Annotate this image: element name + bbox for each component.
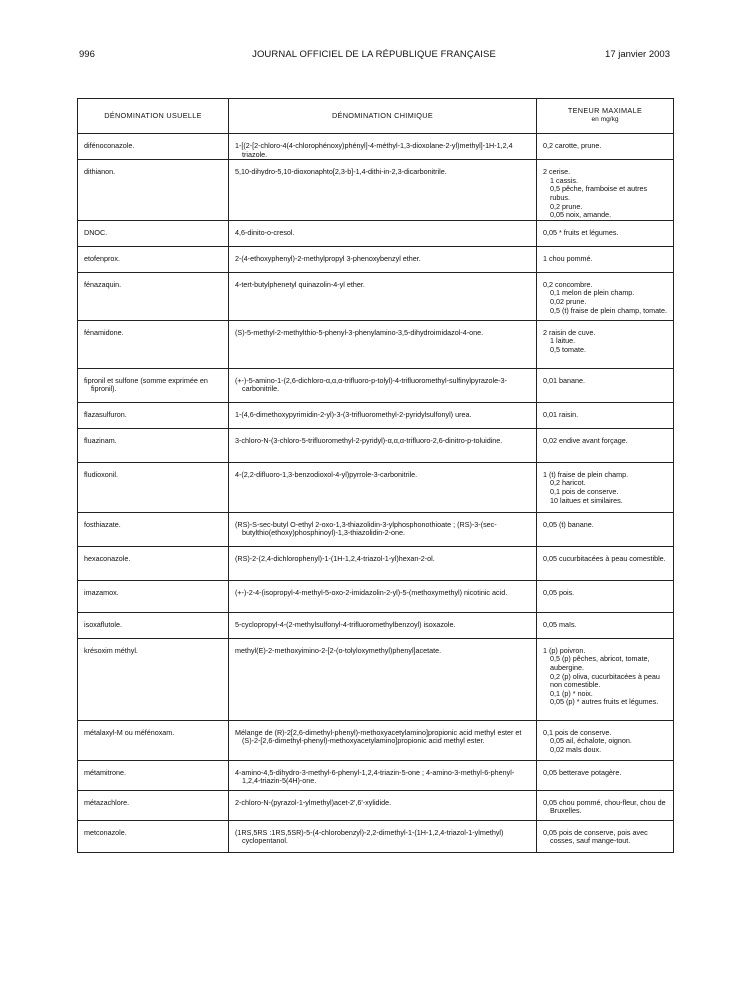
- max-content-cell-text: 0,05 cucurbitacées à peau comestible.: [543, 553, 666, 563]
- max-content-cell-text: 1 (p) poivron. 0,5 (p) pêches, abricot, tomate, aubergine. 0,2 (p) oliva, cucurbitacées à peau non comestible. 0,1 (p) * noix. 0,05 (p) * autres fruits et légumes.: [543, 645, 660, 707]
- table-row: [78, 320, 674, 368]
- usual-name-cell: [78, 272, 229, 320]
- usual-name-cell: [78, 220, 229, 246]
- chemical-name-cell-text: (RS)-S-sec-butyl O-ethyl 2-oxo-1,3-thiazolidin-3-ylphosphonothioate ; (RS)-3-(sec-butylthio(ethoxy)phosphinoyl)-1,3-thiazolidin-2-one.: [235, 519, 497, 538]
- chemical-name-cell-text: (RS)-2-(2,4-dichlorophenyl)-1-(1H-1,2,4-triazol-1-yl)hexan-2-ol.: [235, 553, 435, 563]
- chemical-name-cell: [229, 160, 537, 221]
- chemical-name-cell-text: (+-)-2-4-(isopropyl-4-methyl-5-oxo-2-imidazolin-2-yl)-5-(methoxymethyl) nicotinic acid.: [235, 587, 508, 597]
- column-header-usual: DÉNOMINATION USUELLE: [78, 99, 229, 134]
- usual-name-cell: [78, 320, 229, 368]
- usual-name-cell-text: métazachlore.: [84, 797, 130, 807]
- max-content-cell: [537, 580, 674, 612]
- max-content-cell-text: 1 chou pommé.: [543, 253, 593, 263]
- max-content-cell: [537, 820, 674, 852]
- chemical-name-cell: [229, 134, 537, 160]
- chemical-name-cell-text: methyl(E)-2-methoxyimino-2-[2-(o-tolyloxymethyl)phenyl]acetate.: [235, 645, 442, 655]
- max-content-cell: [537, 512, 674, 546]
- chemical-name-cell-text: 4-tert-butylphenetyl quinazolin-4-yl ether.: [235, 279, 365, 289]
- max-content-cell-text: 0,05 chou pommé, chou-fleur, chou de Bruxelles.: [543, 797, 666, 816]
- usual-name-cell-text: fluazinam.: [84, 435, 117, 445]
- usual-name-cell-text: etofenprox.: [84, 253, 120, 263]
- usual-name-cell: [78, 134, 229, 160]
- usual-name-cell-text: DNOC.: [84, 227, 108, 237]
- table-row: [78, 462, 674, 512]
- table-row: [78, 246, 674, 272]
- usual-name-cell-text: fosthiazate.: [84, 519, 121, 529]
- usual-name-cell-text: dithianon.: [84, 167, 116, 177]
- max-content-cell: [537, 160, 674, 221]
- max-content-cell-text: 0,05 pois de conserve, pois avec cosses, sauf mange-tout.: [543, 827, 648, 846]
- chemical-name-cell-text: 1-[(2-[2-chloro-4(4-chlorophénoxy)phényl]-4-méthyl-1,3-dioxolane-2-yl)methyl]-1H-1,2,4 triazole.: [235, 141, 513, 159]
- table-row: [78, 134, 674, 160]
- usual-name-cell: [78, 790, 229, 820]
- usual-name-cell-text: métalaxyl-M ou méfénoxam.: [84, 727, 175, 737]
- table-row: [78, 612, 674, 638]
- column-header-max-unit: en mg/kg: [591, 116, 619, 123]
- chemical-name-cell: [229, 462, 537, 512]
- table-row: [78, 638, 674, 720]
- max-content-cell: [537, 220, 674, 246]
- usual-name-cell-text: isoxaflutole.: [84, 619, 122, 629]
- max-content-cell-text: 0,2 concombre. 0,1 melon de plein champ. 0,02 prune. 0,5 (t) fraise de plein champ, tomate.: [543, 279, 668, 315]
- publication-date: 17 janvier 2003: [605, 49, 670, 60]
- usual-name-cell-text: fipronil et sulfone (somme exprimée en fipronil).: [84, 375, 208, 394]
- chemical-name-cell: [229, 246, 537, 272]
- max-content-cell: [537, 246, 674, 272]
- chemical-name-cell: [229, 546, 537, 580]
- usual-name-cell: [78, 368, 229, 402]
- chemical-name-cell-text: Mélange de (R)-2[2,6-dimethyl-phenyl)-methoxyacetylamino]propionic acid methyl ester et (S)-2-[2,6-dimethyl-phenyl)-methoxyacetylamino]propionic acid methyl ester.: [235, 727, 522, 746]
- usual-name-cell: [78, 428, 229, 462]
- table-row: [78, 820, 674, 852]
- column-header-chemical: DÉNOMINATION CHIMIQUE: [229, 99, 537, 134]
- chemical-name-cell: [229, 272, 537, 320]
- usual-name-cell: [78, 760, 229, 790]
- chemical-name-cell: [229, 612, 537, 638]
- usual-name-cell: [78, 546, 229, 580]
- chemical-name-cell-text: (1RS,5RS :1RS,5SR)-5-(4-chlorobenzyl)-2,2-dimethyl-1-(1H-1,2,4-triazol-1-ylmethyl) cyclopentanol.: [235, 827, 504, 846]
- table-row: [78, 272, 674, 320]
- usual-name-cell-text: fénamidone.: [84, 327, 124, 337]
- usual-name-cell: [78, 720, 229, 760]
- table-row: [78, 546, 674, 580]
- table-header-row: [78, 99, 674, 134]
- usual-name-cell-text: fludioxonil.: [84, 469, 118, 479]
- max-content-cell: [537, 760, 674, 790]
- column-header-max-label: TENEUR MAXIMALE: [567, 106, 643, 116]
- chemical-name-cell: [229, 720, 537, 760]
- max-content-cell-text: 2 raisin de cuve. 1 laitue. 0,5 tomate.: [543, 327, 596, 354]
- max-content-cell-text: 0,05 * fruits et légumes.: [543, 227, 619, 237]
- usual-name-cell-text: hexaconazole.: [84, 553, 131, 563]
- table-row: [78, 720, 674, 760]
- usual-name-cell-text: difénoconazole.: [84, 141, 135, 150]
- max-content-cell: [537, 428, 674, 462]
- max-content-cell-text: 0,05 betterave potagère.: [543, 767, 622, 777]
- chemical-name-cell: [229, 220, 537, 246]
- chemical-name-cell-text: 4-amino-4,5-dihydro-3-methyl-6-phenyl-1,2,4-triazin-5-one ; 4-amino-3-methyl-6-phenyl-1,2,4-triazin-5(4H)-one.: [235, 767, 515, 786]
- chemical-name-cell-text: (+-)-5-amino-1-(2,6-dichloro-α,α,α-trifluoro-p-tolyl)-4-trifluoromethyl-sulfinylpyrazole-3-carbonitrile.: [235, 375, 507, 394]
- max-content-cell-text: 0,02 endive avant forçage.: [543, 435, 628, 445]
- max-content-cell-text: 0,1 pois de conserve. 0,05 ail, échalote, oignon. 0,02 maïs doux.: [543, 727, 632, 754]
- max-content-cell: [537, 546, 674, 580]
- max-content-cell-text: 0,05 maïs.: [543, 619, 577, 629]
- chemical-name-cell: [229, 580, 537, 612]
- table-row: [78, 512, 674, 546]
- chemical-name-cell-text: 2-(4-ethoxyphenyl)-2-methylpropyl 3-phenoxybenzyl ether.: [235, 253, 421, 263]
- max-content-cell-text: 0,05 (t) banane.: [543, 519, 594, 529]
- chemical-name-cell: [229, 638, 537, 720]
- chemical-name-cell-text: 5,10-dihydro-5,10-dioxonaphto[2,3-b]-1,4-dithi-in-2,3-dicarbonitrile.: [235, 167, 447, 177]
- max-content-cell: [537, 612, 674, 638]
- chemical-name-cell: [229, 512, 537, 546]
- page-number: 996: [79, 49, 95, 60]
- usual-name-cell-text: metconazole.: [84, 827, 127, 837]
- max-content-cell: [537, 462, 674, 512]
- journal-title: JOURNAL OFFICIEL DE LA RÉPUBLIQUE FRANÇAISE: [252, 49, 496, 60]
- table-row: [78, 790, 674, 820]
- chemical-name-cell: [229, 320, 537, 368]
- chemical-name-cell: [229, 820, 537, 852]
- max-content-cell: [537, 720, 674, 760]
- column-header-max: [537, 99, 674, 134]
- table-row: [78, 428, 674, 462]
- max-content-cell-text: 1 (t) fraise de plein champ. 0,2 haricot. 0,1 pois de conserve. 10 laitues et similaires.: [543, 469, 629, 505]
- max-content-cell: [537, 790, 674, 820]
- usual-name-cell: [78, 402, 229, 428]
- table-row: [78, 220, 674, 246]
- usual-name-cell-text: flazasulfuron.: [84, 409, 127, 419]
- usual-name-cell: [78, 820, 229, 852]
- chemical-name-cell-text: 2-chloro-N-(pyrazol-1-ylmethyl)acet-2',6'-xylidide.: [235, 797, 392, 807]
- usual-name-cell: [78, 462, 229, 512]
- max-content-cell-text: 0,01 raisin.: [543, 409, 579, 419]
- chemical-name-cell-text: 5-cyclopropyl-4-(2-methylsulfonyl-4-trifluoromethylbenzoyl) isoxazole.: [235, 619, 456, 629]
- table-row: [78, 160, 674, 221]
- chemical-name-cell-text: 1-(4,6-dimethoxypyrimidin-2-yl)-3-(3-trifluoromethyl-2-pyridylsulfonyl) urea.: [235, 409, 472, 419]
- usual-name-cell-text: métamitrone.: [84, 767, 126, 777]
- max-content-cell-text: 0,05 pois.: [543, 587, 575, 597]
- max-content-cell-text: 0,01 banane.: [543, 375, 585, 385]
- max-content-cell: [537, 272, 674, 320]
- table-body: [78, 134, 674, 853]
- usual-name-cell: [78, 612, 229, 638]
- max-content-cell-text: 0,2 carotte, prune.: [543, 141, 602, 150]
- max-content-cell: [537, 134, 674, 160]
- chemical-name-cell: [229, 760, 537, 790]
- usual-name-cell-text: krésoxim méthyl.: [84, 645, 138, 655]
- chemical-name-cell: [229, 428, 537, 462]
- usual-name-cell: [78, 638, 229, 720]
- chemical-name-cell-text: (S)-5-methyl-2-methylthio-5-phenyl-3-phenylamino-3,5-dihydroimidazol-4-one.: [235, 327, 484, 337]
- chemical-name-cell-text: 3-chloro-N-(3-chloro-5-trifluoromethyl-2-pyridyl)-α,α,α-trifluoro-2,6-dinitro-p-toluidine.: [235, 435, 503, 445]
- page-header: [0, 49, 748, 63]
- chemical-name-cell: [229, 402, 537, 428]
- table-row: [78, 760, 674, 790]
- chemical-name-cell: [229, 790, 537, 820]
- max-content-cell: [537, 320, 674, 368]
- chemical-name-cell: [229, 368, 537, 402]
- usual-name-cell: [78, 580, 229, 612]
- table-row: [78, 580, 674, 612]
- usual-name-cell-text: imazamox.: [84, 587, 119, 597]
- chemical-name-cell-text: 4-(2,2-difluoro-1,3-benzodioxol-4-yl)pyrrole-3-carbonitrile.: [235, 469, 418, 479]
- residue-limits-table: [77, 98, 674, 853]
- max-content-cell-text: 2 cerise. 1 cassis. 0,5 pêche, framboise et autres rubus. 0,2 prune. 0,05 noix, amande.: [543, 167, 648, 220]
- max-content-cell: [537, 368, 674, 402]
- chemical-name-cell-text: 4,6-dinito-o-cresol.: [235, 227, 295, 237]
- usual-name-cell: [78, 160, 229, 221]
- max-content-cell: [537, 402, 674, 428]
- max-content-cell: [537, 638, 674, 720]
- table-row: [78, 368, 674, 402]
- usual-name-cell-text: fénazaquin.: [84, 279, 122, 289]
- table-row: [78, 402, 674, 428]
- usual-name-cell: [78, 246, 229, 272]
- usual-name-cell: [78, 512, 229, 546]
